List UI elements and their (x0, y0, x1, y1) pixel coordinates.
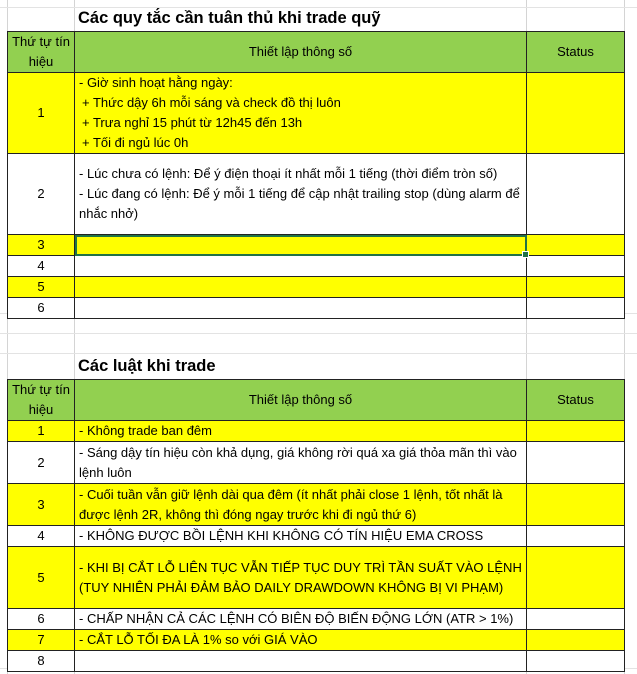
settings-cell[interactable] (75, 256, 527, 277)
settings-cell[interactable] (75, 298, 527, 319)
trading-rules-table (7, 379, 625, 672)
section2-title: Các luật khi trade (78, 357, 220, 376)
signal-number-cell[interactable]: 7 (8, 630, 75, 651)
status-cell[interactable] (527, 73, 625, 154)
status-cell[interactable] (527, 609, 625, 630)
status-cell[interactable] (527, 630, 625, 651)
table-row (8, 73, 625, 154)
status-cell[interactable] (527, 547, 625, 609)
settings-cell[interactable]: - KHI BỊ CẮT LỖ LIÊN TỤC VẪN TIẾP TỤC DUY TRÌ TẦN SUẤT VÀO LỆNH (TUY NHIÊN PHẢI ĐẢM BẢO DAILY DRAWDOWN KHÔNG BỊ VI PHẠM) (75, 547, 527, 609)
table-row (8, 547, 625, 609)
status-cell[interactable] (527, 442, 625, 484)
settings-cell-selected[interactable] (75, 235, 527, 256)
table-row (8, 421, 625, 442)
table-row (8, 526, 625, 547)
signal-number-cell[interactable]: 2 (8, 154, 75, 235)
section1-title: Các quy tắc cần tuân thủ khi trade quỹ (78, 9, 385, 28)
table-row (8, 298, 625, 319)
table-row (8, 651, 625, 672)
status-cell[interactable] (527, 421, 625, 442)
table-row (8, 442, 625, 484)
settings-cell[interactable]: - Sáng dậy tín hiệu còn khả dụng, giá không rời quá xa giá thỏa mãn thì vào lệnh luôn (75, 442, 527, 484)
header-signal-order[interactable]: Thứ tự tín hiệu (8, 32, 75, 73)
settings-cell[interactable]: - Giờ sinh hoạt hằng ngày: + Thức dậy 6h mỗi sáng và check đồ thị luôn + Trưa nghỉ 15 phút từ 12h45 đến 13h + Tối đi ngủ lúc 0h (75, 73, 527, 154)
settings-cell[interactable]: - CẮT LỖ TỐI ĐA LÀ 1% so với GIÁ VÀO (75, 630, 527, 651)
signal-number-cell[interactable]: 8 (8, 651, 75, 672)
settings-cell[interactable]: - Cuối tuần vẫn giữ lệnh dài qua đêm (ít nhất phải close 1 lệnh, tốt nhất là được lệnh 2R, không thì đóng ngay trước khi đi ngủ thứ 6) (75, 484, 527, 526)
status-cell[interactable] (527, 526, 625, 547)
table-row (8, 235, 625, 256)
status-cell[interactable] (527, 298, 625, 319)
status-cell[interactable] (527, 256, 625, 277)
signal-number-cell[interactable]: 6 (8, 298, 75, 319)
status-cell[interactable] (527, 235, 625, 256)
status-cell[interactable] (527, 154, 625, 235)
settings-cell[interactable]: - CHẤP NHẬN CẢ CÁC LỆNH CÓ BIÊN ĐỘ BIẾN ĐỘNG LỚN (ATR > 1%) (75, 609, 527, 630)
signal-number-cell[interactable]: 3 (8, 484, 75, 526)
settings-cell[interactable] (75, 651, 527, 672)
signal-number-cell[interactable]: 1 (8, 421, 75, 442)
settings-cell[interactable]: - Lúc chưa có lệnh: Để ý điện thoại ít nhất mỗi 1 tiếng (thời điểm tròn số) - Lúc đang có lệnh: Để ý mỗi 1 tiếng để cập nhật trailing stop (dùng alarm để nhắc nhở) (75, 154, 527, 235)
rules-table (7, 31, 625, 319)
signal-number-cell[interactable]: 3 (8, 235, 75, 256)
status-cell[interactable] (527, 484, 625, 526)
signal-number-cell[interactable]: 4 (8, 526, 75, 547)
signal-number-cell[interactable]: 5 (8, 277, 75, 298)
header-settings[interactable]: Thiết lập thông số (75, 32, 527, 73)
table-row (8, 630, 625, 651)
fill-handle[interactable] (522, 251, 529, 258)
table-row (8, 154, 625, 235)
status-cell[interactable] (527, 651, 625, 672)
header-status[interactable]: Status (527, 380, 625, 421)
table-row (8, 256, 625, 277)
settings-cell[interactable]: - Không trade ban đêm (75, 421, 527, 442)
header-status[interactable]: Status (527, 32, 625, 73)
settings-cell[interactable] (75, 277, 527, 298)
signal-number-cell[interactable]: 6 (8, 609, 75, 630)
signal-number-cell[interactable]: 2 (8, 442, 75, 484)
table-row (8, 609, 625, 630)
status-cell[interactable] (527, 277, 625, 298)
header-signal-order[interactable]: Thứ tự tín hiệu (8, 380, 75, 421)
settings-cell[interactable]: - KHÔNG ĐƯỢC BỒI LỆNH KHI KHÔNG CÓ TÍN HIỆU EMA CROSS (75, 526, 527, 547)
table-row (8, 277, 625, 298)
table-row (8, 484, 625, 526)
signal-number-cell[interactable]: 1 (8, 73, 75, 154)
signal-number-cell[interactable]: 5 (8, 547, 75, 609)
header-settings[interactable]: Thiết lập thông số (75, 380, 527, 421)
signal-number-cell[interactable]: 4 (8, 256, 75, 277)
